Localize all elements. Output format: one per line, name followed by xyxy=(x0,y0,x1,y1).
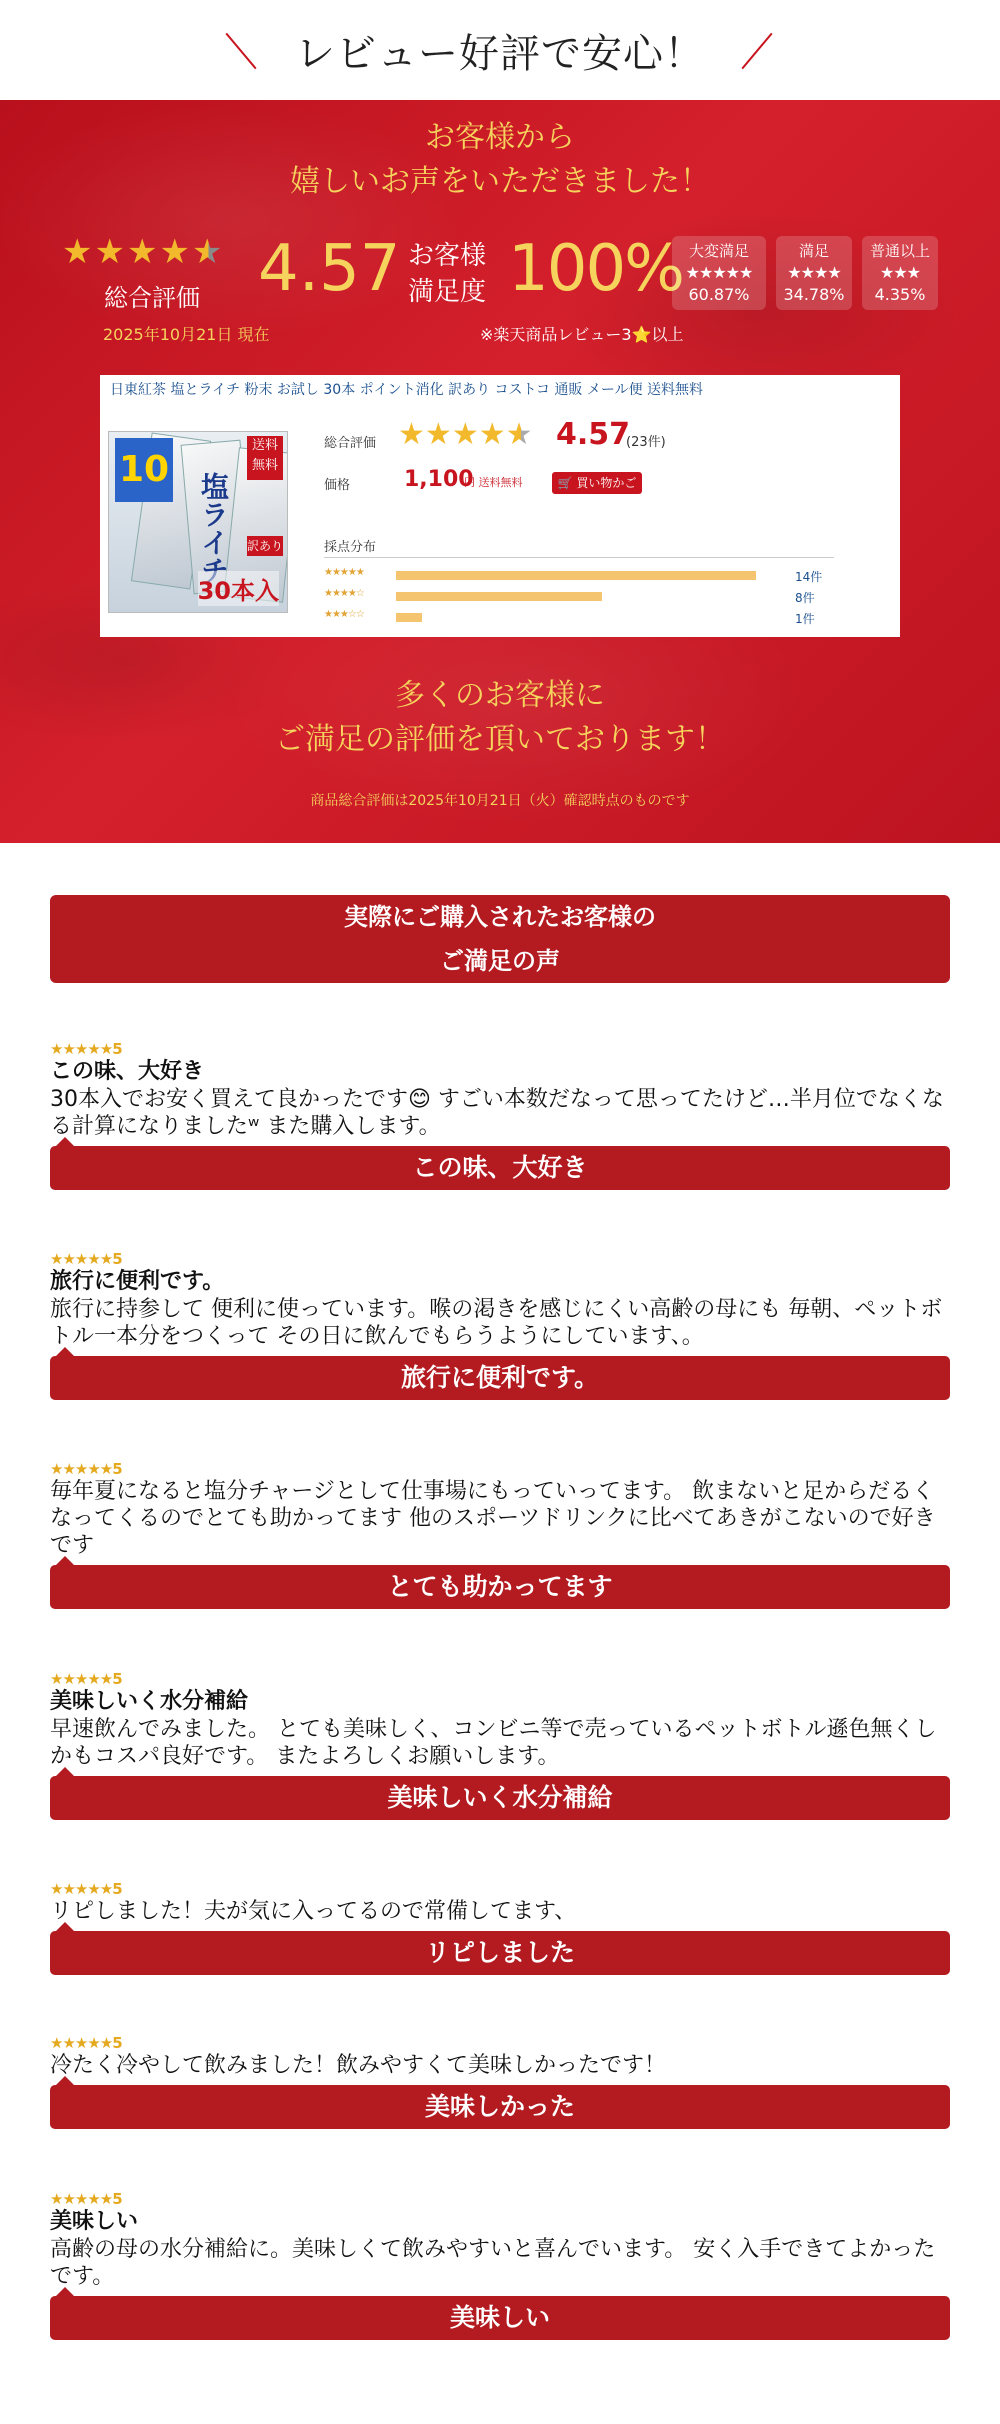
rating-date: 2025年10月21日 現在 xyxy=(103,325,270,344)
review-title: 美味しいく水分補給 xyxy=(50,1689,249,1714)
review-text: リピしました！夫が気に入ってるので常備してます、 xyxy=(50,1899,577,1924)
page-title: レビュー好評で安心！ xyxy=(295,30,705,77)
review-text: 旅行に持参して 便利に使っています。喉の渇きを感じにくい高齢の母にも 毎朝、ペットボトル一本分をつくって その日に飲んでもらうようにしています、。 xyxy=(50,1297,943,1349)
review-stars: ★★★★★5 xyxy=(50,1880,122,1898)
badge-above-average xyxy=(862,236,938,310)
hero-lead-line2: 嬉しいお声をいただきました！ xyxy=(290,164,710,199)
package-text: 塩ライチ xyxy=(197,472,230,584)
badge-very-satisfied xyxy=(672,236,766,310)
overall-label: 総合評価 xyxy=(104,284,200,312)
decorative-slash-left xyxy=(225,33,256,70)
badge-percent: 4.35% xyxy=(874,285,926,304)
review-item xyxy=(50,1670,950,1820)
product-image[interactable] xyxy=(108,431,288,613)
star-icon: ★ xyxy=(62,232,93,272)
overall-score: 4.57 xyxy=(258,232,401,306)
distribution-bar xyxy=(396,613,422,622)
review-summary-bar: 美味しかった xyxy=(50,2085,950,2129)
review-summary-bar: 美味しい xyxy=(50,2296,950,2340)
product-name-link[interactable]: 日東紅茶 塩とライチ 粉末 お試し 30本 ポイント消化 訳あり コストコ 通販 メール便 送料無料 xyxy=(110,382,704,398)
review-text: 毎年夏になると塩分チャージとして仕事場にもっていってます。 飲まないと足からだるくなってくるのでとても助かってます 他のスポーツドリンクに比べてあきがこないので好きです xyxy=(50,1479,936,1558)
star-icon: ★ xyxy=(398,417,425,452)
badge-stars: ★★★ xyxy=(879,263,921,282)
review-stars: ★★★★★5 xyxy=(50,2034,122,2052)
review-stars: ★★★★★5 xyxy=(50,2190,122,2208)
review-text: 高齢の母の水分補給に。美味しくて飲みやすいと喜んでいます。 安く入手できてよかったです。 xyxy=(50,2237,936,2289)
review-text: 早速飲んでみました。 とても美味しく、コンビニ等で売っているペットボトル遜色無くしかもコスパ良好です。 またよろしくお願いします。 xyxy=(50,1717,937,1769)
review-title: 美味しい xyxy=(50,2209,139,2234)
review-title: この味、大好き xyxy=(50,1059,205,1084)
satisfaction-label xyxy=(408,238,486,310)
distribution-row xyxy=(324,588,844,604)
review-summary-bar: 美味しいく水分補給 xyxy=(50,1776,950,1820)
product-review-card xyxy=(100,375,900,637)
badge-satisfied xyxy=(776,236,852,310)
badge-stars: ★★★★★ xyxy=(685,263,753,282)
review-summary-bar: 旅行に便利です。 xyxy=(50,1356,950,1400)
review-summary-bar: リピしました xyxy=(50,1931,950,1975)
distribution-bar xyxy=(396,592,602,601)
review-summary-bar: この味、大好き xyxy=(50,1146,950,1190)
distribution-stars: ★★★★☆ xyxy=(324,588,364,599)
distribution-stars: ★★★★★ xyxy=(324,567,364,578)
price-unit: 円 送料無料 xyxy=(464,476,523,489)
reviews-heading-line2: ご満足の声 xyxy=(440,947,560,975)
badge-title: 大変満足 xyxy=(688,242,749,260)
rakuten-note: ※楽天商品レビュー3⭐以上 xyxy=(480,325,684,344)
star-icon: ★ xyxy=(159,232,190,272)
star-icon: ★ xyxy=(424,417,452,452)
badge-percent: 60.87% xyxy=(688,285,750,304)
review-stars: ★★★★★5 xyxy=(50,1670,122,1688)
review-item xyxy=(50,1040,950,1190)
hero-tail-note: 商品総合評価は2025年10月21日（火）確認時点のものです xyxy=(310,793,690,809)
product-price: 1,100 xyxy=(404,467,474,492)
reviews-section-heading xyxy=(50,895,950,983)
star-icon: ★ xyxy=(94,232,125,272)
review-text: 30本入でお安く買えて良かったです😊 すごい本数だなって思ってたけど…半月位でなくなる計算になりましたʷ また購入します。 xyxy=(50,1087,944,1139)
product-stars xyxy=(398,419,533,451)
badge-stars: ★★★★ xyxy=(787,263,841,282)
distribution-bar xyxy=(396,571,756,580)
satisfaction-label-line1: お客様 xyxy=(408,241,487,271)
review-item xyxy=(50,1250,950,1400)
half-star-icon: ★ xyxy=(505,417,533,452)
star-icon: ★ xyxy=(451,417,479,452)
review-stars: ★★★★★5 xyxy=(50,1460,122,1478)
reviews-heading-line1: 実際にご購入されたお客様の xyxy=(344,903,656,931)
hero-lead-line1: お客様から xyxy=(425,120,575,155)
distribution-count[interactable]: 14件 xyxy=(795,570,823,584)
distribution-row xyxy=(324,609,844,625)
product-rating-value: 4.57 xyxy=(556,417,631,452)
product-rating-count: (23件) xyxy=(626,435,666,450)
review-stars: ★★★★★5 xyxy=(50,1040,122,1058)
satisfaction-label-line2: 満足度 xyxy=(408,277,487,307)
image-big-number: 10 xyxy=(115,438,173,502)
review-stars: ★★★★★5 xyxy=(50,1250,122,1268)
star-icon: ★ xyxy=(478,417,506,452)
overall-stars xyxy=(62,232,223,272)
review-summary-bar: とても助かってます xyxy=(50,1565,950,1609)
review-item xyxy=(50,2034,950,2129)
half-star-icon: ★ xyxy=(191,232,223,272)
review-text: 冷たく冷やして飲みました！飲みやすくて美味しかったです！ xyxy=(50,2053,667,2078)
review-item xyxy=(50,1880,950,1975)
badge-percent: 34.78% xyxy=(783,285,845,304)
distribution-stars: ★★★☆☆ xyxy=(324,609,364,620)
distribution-title: 採点分布 xyxy=(324,540,377,555)
badge-title: 満足 xyxy=(798,242,829,260)
review-item xyxy=(50,2190,950,2340)
distribution-count[interactable]: 8件 xyxy=(795,591,815,605)
add-to-cart-button[interactable]: 🛒 買い物かご xyxy=(552,472,642,494)
image-wakeari-tag: 訳あり xyxy=(247,536,283,556)
satisfaction-value: 100% xyxy=(508,232,683,306)
hero-tail-line1: 多くのお客様に xyxy=(395,678,605,713)
rating-hero xyxy=(0,100,1000,843)
review-item xyxy=(50,1460,950,1609)
image-count-label: 30本入 xyxy=(198,571,279,606)
rating-label: 総合評価 xyxy=(324,436,377,451)
price-label: 価格 xyxy=(324,478,351,493)
distribution-count[interactable]: 1件 xyxy=(795,612,815,626)
image-free-shipping-tag: 送料無料 xyxy=(247,436,283,480)
distribution-divider xyxy=(324,557,834,558)
hero-tail-line2: ご満足の評価を頂いております！ xyxy=(275,722,725,757)
review-title: 旅行に便利です。 xyxy=(50,1269,225,1294)
decorative-slash-right xyxy=(741,33,772,70)
star-icon: ★ xyxy=(126,232,158,272)
page-header xyxy=(0,0,1000,100)
distribution-row xyxy=(324,567,844,583)
badge-title: 普通以上 xyxy=(869,242,930,260)
